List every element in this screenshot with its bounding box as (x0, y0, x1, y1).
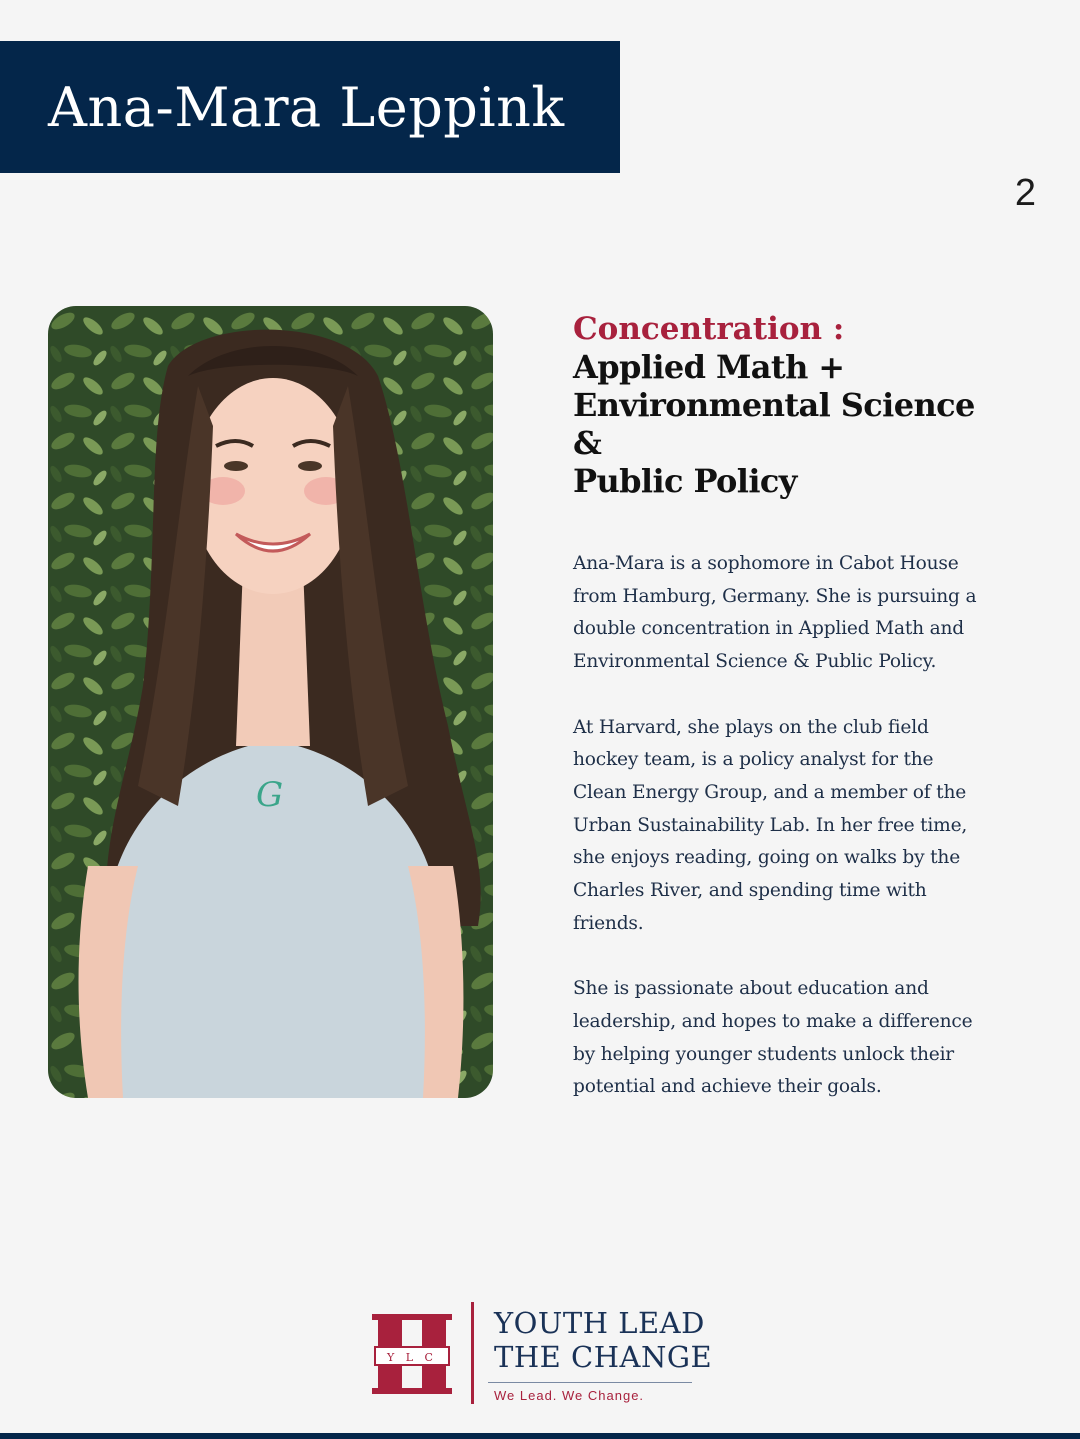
concentration-label: Concentration : (573, 311, 845, 347)
bio-paragraph: At Harvard, she plays on the club field hockey team, is a policy analyst for the Clean Energy Group, and a member of the Urban Sustainability Lab. In her free time, she enjoys reading, going on walks by the Charles River, and spending time with friends. (573, 716, 968, 934)
profile-photo (48, 306, 493, 1098)
logo-tagline: We Lead. We Change. (494, 1388, 645, 1403)
bio-paragraph: She is passionate about education and leadership, and hopes to make a difference by helping younger students unlock their potential and achieve their goals. (573, 978, 973, 1098)
logo-line-2: THE CHANGE (494, 1340, 713, 1374)
concentration-line: Environmental Science & (573, 386, 975, 462)
logo-divider (471, 1302, 474, 1404)
logo-rule (488, 1382, 692, 1383)
logo-mark-letters: Y L C (387, 1351, 437, 1364)
svg-text:G: G (256, 775, 284, 815)
profile-text (573, 310, 1013, 1137)
bio-paragraph: Ana-Mara is a sophomore in Cabot House from Hamburg, Germany. She is pursuing a double concentration in Applied Math and Environmental Science & Public Policy. (573, 553, 977, 673)
person-name: Ana-Mara Leppink (48, 75, 565, 139)
bio (573, 548, 988, 1104)
logo-line-1: YOUTH LEAD (494, 1306, 705, 1340)
ylc-logo-mark-icon (370, 1310, 454, 1398)
bottom-bar (0, 1433, 1080, 1439)
concentration-line: Applied Math + (573, 348, 845, 386)
name-banner (0, 41, 620, 173)
concentration-line: Public Policy (573, 462, 797, 500)
ylc-logo (370, 1302, 713, 1406)
page-number: 2 (1014, 172, 1036, 214)
concentration-value (573, 348, 1013, 500)
